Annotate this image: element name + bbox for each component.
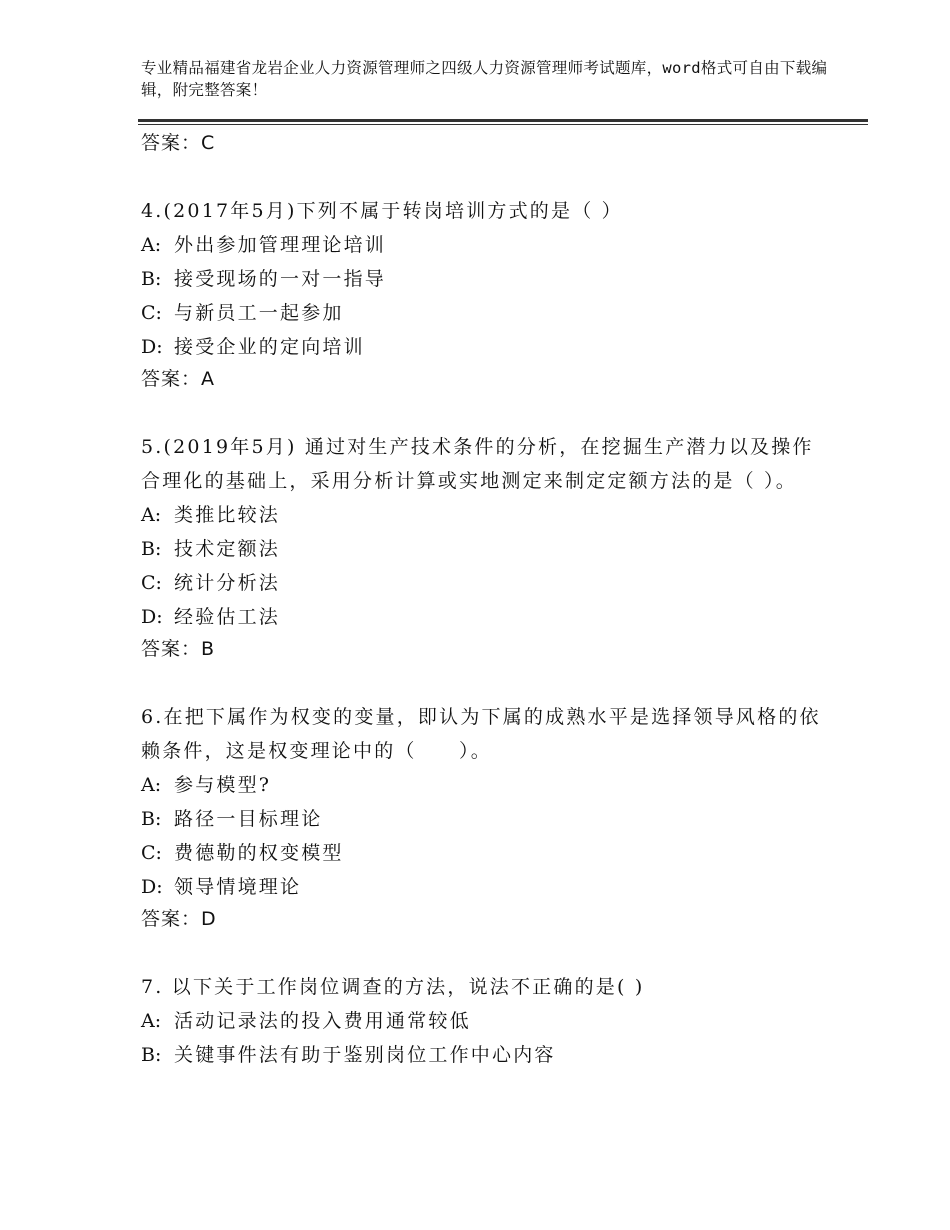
question-title: 4.(2017年5月)下列不属于转岗培训方式的是（ ） [141,200,623,222]
answer-line: 答案：C [141,132,216,154]
option-a [141,768,821,802]
option-letter: C: [141,842,162,864]
option-text: 接受现场的一对一指导 [174,268,387,290]
question-title: 5.(2019年5月) 通过对生产技术条件的分析，在挖掘生产潜力以及操作合理化的基础上，采用分析计算或实地测定来制定定额方法的是（ ）。 [141,436,814,492]
option-text: 统计分析法 [174,572,281,594]
question-4 [141,194,821,396]
option-text: 接受企业的定向培训 [174,336,365,358]
option-text: 类推比较法 [174,504,281,526]
question-5 [141,430,821,666]
option-letter: B: [141,808,162,830]
option-text: 外出参加管理理论培训 [174,234,387,256]
option-b [141,532,821,566]
option-text: 技术定额法 [174,538,281,560]
option-letter: A: [141,504,162,526]
option-c [141,836,821,870]
option-text: 经验估工法 [174,606,281,628]
document-header [141,57,841,101]
option-d [141,600,821,634]
answer-line: 答案：D [141,908,217,930]
answer-line: 答案：B [141,638,216,660]
option-text: 参与模型? [174,774,272,796]
option-c [141,296,821,330]
option-letter: B: [141,268,162,290]
option-letter: D: [141,606,163,628]
option-letter: B: [141,538,162,560]
option-text: 与新员工一起参加 [174,302,344,324]
header-divider-thin [138,124,868,125]
option-letter: A: [141,1010,162,1032]
question-title: 6.在把下属作为权变的变量，即认为下属的成熟水平是选择领导风格的依赖条件，这是权变理论中的（ ）。 [141,706,821,762]
option-d [141,330,821,364]
option-b [141,262,821,296]
header-divider-thick [138,119,868,122]
option-letter: C: [141,302,162,324]
document-body [141,128,821,1072]
option-a [141,228,821,262]
option-letter: D: [141,336,163,358]
option-text: 活动记录法的投入费用通常较低 [174,1010,471,1032]
option-a [141,1004,821,1038]
option-text: 路径一目标理论 [174,808,323,830]
option-b [141,802,821,836]
option-text: 费德勒的权变模型 [174,842,344,864]
option-letter: D: [141,876,163,898]
header-title: 专业精品福建省龙岩企业人力资源管理师之四级人力资源管理师考试题库，word格式可自由下载编辑，附完整答案！ [141,59,828,99]
option-c [141,566,821,600]
question-title: 7. 以下关于工作岗位调查的方法，说法不正确的是( ) [141,976,645,998]
option-letter: C: [141,572,162,594]
option-text: 领导情境理论 [174,876,302,898]
option-b [141,1038,821,1072]
option-a [141,498,821,532]
question-7 [141,970,821,1072]
option-letter: A: [141,234,162,256]
option-letter: B: [141,1044,162,1066]
answer-line: 答案：A [141,368,215,390]
option-text: 关键事件法有助于鉴别岗位工作中心内容 [174,1044,556,1066]
option-letter: A: [141,774,162,796]
option-d [141,870,821,904]
question-6 [141,700,821,936]
